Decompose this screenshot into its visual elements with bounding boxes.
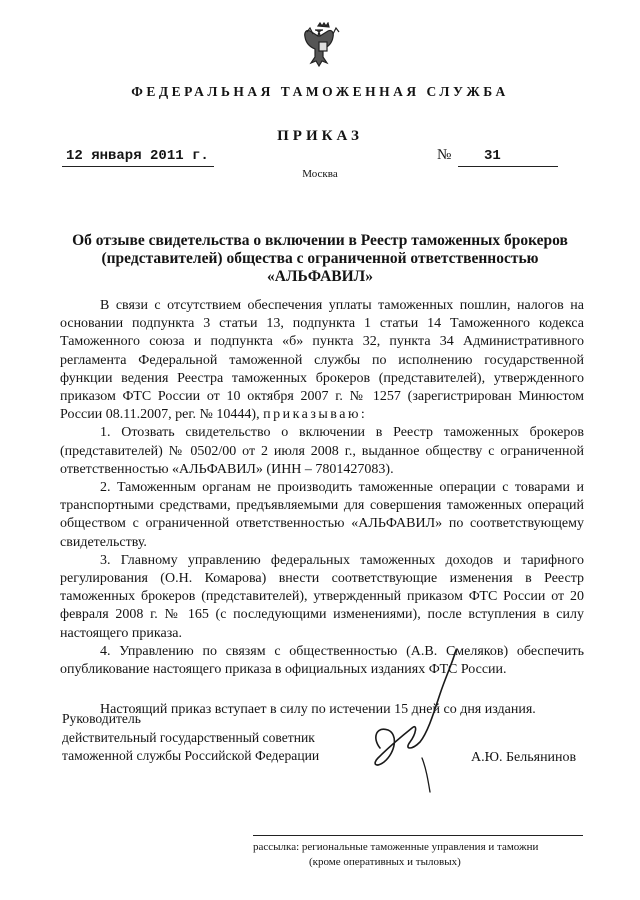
item-4: 4. Управлению по связям с общественностью (А.В. Смеляков) обеспечить опубликование настоящего приказа в официальных изданиях ФТС России. xyxy=(60,643,584,678)
handwritten-signature xyxy=(360,640,470,800)
effective-clause: Настоящий приказ вступает в силу по истечении 15 дней со дня издания. xyxy=(100,702,536,718)
city: Москва xyxy=(302,168,338,180)
signatory-position xyxy=(62,710,319,766)
distribution-line-2: (кроме оперативных и тыловых) xyxy=(309,855,461,868)
number-sign: № xyxy=(437,147,452,163)
date-underline xyxy=(62,166,214,167)
coat-of-arms-icon xyxy=(303,22,343,70)
distribution-rule xyxy=(253,835,583,836)
order-number: 31 xyxy=(484,148,501,164)
title-line-2: (представителей) общества с ограниченной ответственностью xyxy=(101,250,539,267)
distribution-list xyxy=(253,840,593,869)
title-line-3: «АЛЬФАВИЛ» xyxy=(267,268,373,285)
position-line-1: Руководитель xyxy=(62,711,141,726)
item-1: 1. Отозвать свидетельство о включении в Реестр таможенных брокеров (представителей) № 0502/00 от 2 июля 2008 г., выданное обществу с ограниченной ответственностью «АЛЬФАВИЛ» (ИНН – 7801427083). xyxy=(60,425,584,477)
item-2: 2. Таможенным органам не производить таможенные операции с товарами и транспортными средствами, предъявляемыми для совершения таможенных операций обществом с ограниченной ответственностью «АЛЬФАВИЛ» по соответствующему свидетельству. xyxy=(60,480,584,550)
distribution-line-1: рассылка: региональные таможенные управления и таможни xyxy=(253,841,539,853)
number-underline xyxy=(458,166,558,167)
preamble-paragraph xyxy=(60,297,584,424)
item-3: 3. Главному управлению федеральных таможенных доходов и тарифного регулирования (О.Н. Комарова) внести соответствующие изменения в Реестр таможенных брокеров (представителей), утвержденный приказом ФТС России от 20 февраля 2008 г. № 165 (с последующими изменениями), после вступления в силу настоящего приказа. xyxy=(60,552,584,641)
order-date: 12 января 2011 г. xyxy=(66,148,209,164)
preamble-text: В связи с отсутствием обеспечения уплаты таможенных пошлин, налогов на основании подпункта 3 статьи 13, подпункта 1 статьи 14 Таможенного кодекса Таможенного союза и подпункта «б» пункта 32, пункта 34 Административного регламента Федеральной таможенной службы по исполнению государственной функции ведения Реестра таможенных брокеров (представителей), утвержденного приказом ФТС России от 10 октября 2007 г. № 1257 (зарегистрирован Минюстом России 08.11.2007, рег. № 10444), xyxy=(60,298,584,423)
organization-name: ФЕДЕРАЛЬНАЯ ТАМОЖЕННАЯ СЛУЖБА xyxy=(131,84,509,99)
position-line-2: действительный государственный советник xyxy=(62,729,315,745)
order-word: приказываю: xyxy=(263,407,368,423)
position-line-3: таможенной службы Российской Федерации xyxy=(62,748,320,763)
order-body xyxy=(60,297,584,719)
order-title xyxy=(60,232,580,286)
title-line-1: Об отзыве свидетельства о включении в Реестр таможенных брокеров xyxy=(72,232,568,249)
document-type: ПРИКАЗ xyxy=(277,128,363,144)
signer-name: А.Ю. Бельянинов xyxy=(471,750,577,765)
